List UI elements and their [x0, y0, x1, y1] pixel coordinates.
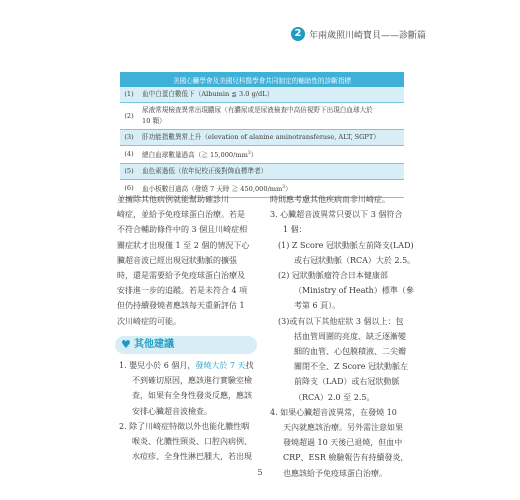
- highlight-text: 發燒大於 7 天: [195, 361, 246, 370]
- text-line: (2) 冠狀動脈瘤符合日本健康部: [278, 271, 388, 281]
- text-line: 不符合輔助條件中的 3 個且川崎症相: [117, 225, 248, 235]
- table-row: [120, 87, 404, 103]
- text-line: 不到確切原因，應該進行實驗室檢: [132, 376, 252, 386]
- text-line: 天內就應該治療。另外需注意如果: [283, 423, 403, 433]
- text-line: 3. 心臟超音波異常只要以下 3 個符合: [270, 210, 403, 220]
- text-line: （Ministry of Heath）標準（參: [294, 286, 414, 296]
- row-text: 血中白蛋白數低下（Albumin ≦ 3.0 g/dL）: [138, 87, 404, 103]
- table-row: [120, 164, 404, 180]
- text-line: 並擁除其他病例就能幫助確診川: [117, 195, 229, 204]
- row-number: (2): [120, 103, 138, 130]
- text-line: 1 個：: [283, 225, 307, 235]
- row-number: (4): [120, 146, 138, 164]
- text-line: 細的血管、心包膜積液、二尖瓣: [294, 347, 406, 357]
- heart-icon: ♥: [121, 338, 131, 351]
- text-line: 2. 除了川崎症特徵以外也能化膿性咽: [119, 421, 250, 431]
- text-line: 發燒超過 10 天後已退燒，但血中: [283, 438, 403, 448]
- text-line: 考第 6 頁）。: [294, 301, 341, 311]
- left-paragraph: [117, 192, 255, 329]
- text-line: 崎症，並給予免疫球蛋白治療。若是: [117, 210, 245, 220]
- text-line: 或右冠狀動脈（RCA）大於 2.5。: [294, 255, 416, 265]
- text-line: 關症狀才出現僅 1 至 2 個的情況下心: [117, 240, 250, 250]
- row-text: 總白血球數量過高（≧ $15,000/mm^3$）: [138, 146, 404, 164]
- chapter-title: 年兩歲照川崎寶貝——診斷篇: [309, 31, 427, 41]
- diagnostic-criteria-table: [120, 72, 404, 198]
- table-row: [120, 130, 404, 146]
- text-line: 括血管周圍的亮度、缺乏逐漸變: [294, 331, 406, 341]
- row-text: 血色素過低（依年紀校正後對飾血標準者）: [138, 164, 404, 180]
- row-number: (1): [120, 87, 138, 103]
- row-text: 尿液常規檢查異常出現膿尿（有膿尿或是尿液檢查中高倍視野下出現白血球大於 10 顆）: [138, 103, 404, 130]
- table-title: 美國心臟學會及美國兒科醫學會共同制定的輔助性的診斷指標: [120, 72, 404, 87]
- text-line: 水痘疹、全身性淋巴腫大，若出現: [132, 452, 252, 462]
- table-row: [120, 103, 404, 130]
- page-number: 5: [257, 468, 263, 477]
- tips-list: [119, 358, 259, 464]
- text-line: 安排心臟超音波檢查。: [132, 406, 212, 416]
- row-text: 血小板數目過高（發燒 7 天時 ≧ $450,000/mm^3$）: [138, 180, 404, 198]
- tips-heading: 其他建議: [134, 339, 174, 350]
- right-paragraph: [270, 192, 416, 481]
- text-line: (3)或有以下其他症狀 3 個以上：包: [278, 316, 404, 326]
- row-number: (6): [120, 180, 138, 198]
- text-line: (1) Z Score 冠狀動脈左前降支(LAD): [278, 240, 414, 250]
- text-line: 關閉不全、Z Score 冠狀動脈左: [294, 362, 408, 372]
- row-number: (5): [120, 164, 138, 180]
- text-line: 時則應考慮其他疾病而非川崎症。: [270, 195, 390, 204]
- text-line: 查，如果有全身性發炎反應，應該: [132, 391, 252, 401]
- text-line: 時，還是需要給予免疫球蛋白治療及: [117, 271, 245, 281]
- text-line: 但仍持續發燒者應該每天重新評估 1: [117, 301, 245, 311]
- row-number: (3): [120, 130, 138, 146]
- text-line: 4. 如果心臟超音波異常，在發燒 10: [270, 407, 397, 417]
- text-line: CRP、ESR 檢驗報告有持續發炎，: [283, 453, 409, 463]
- text-line: （RCA）2.0 至 2.5。: [294, 392, 375, 402]
- text-line: 次川崎症的可能。: [117, 316, 181, 326]
- text-line: 臟超音波已經出現冠狀動脈的擴張: [117, 255, 237, 265]
- text-line: 前降支（LAD）或右冠狀動脈: [294, 377, 400, 387]
- tips-item-1: 1. 嬰兒小於 6 個月，發燒大於 7 天找: [119, 361, 254, 370]
- row-text: 肝功能指數異常上升（elevation of alanine aminotransferase, ALT, SGPT）: [138, 130, 404, 146]
- chapter-number-badge: 2: [291, 27, 305, 41]
- text-line: 喉炎、化膿性頸炎、口腔內病例、: [132, 437, 252, 447]
- text-line: 安排進一步的追蹤。若是未符合 4 項: [117, 286, 248, 296]
- table-row: [120, 146, 404, 164]
- text-line: 也應該給予免疫球蛋白治療。: [283, 468, 387, 478]
